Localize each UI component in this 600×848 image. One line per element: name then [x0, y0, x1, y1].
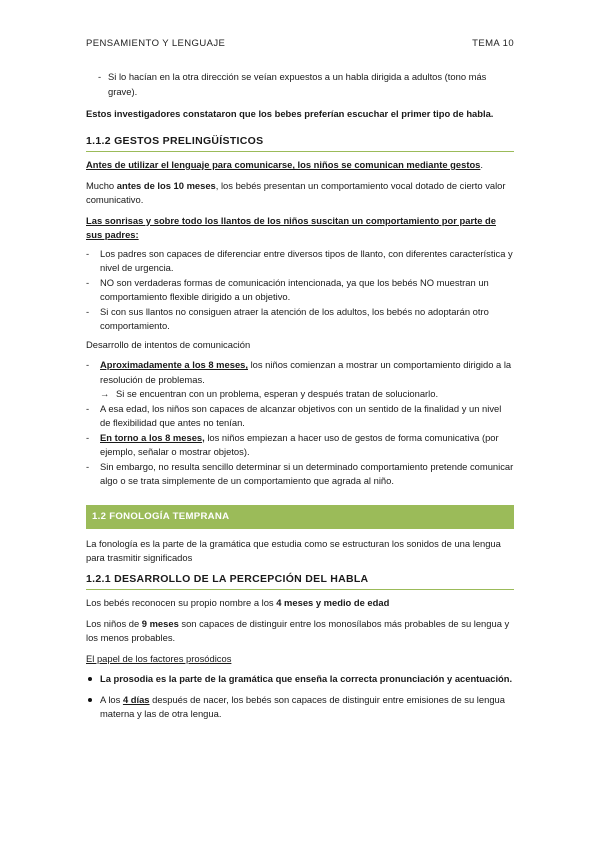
section-title-121: 1.2.1 DESARROLLO DE LA PERCEPCIÓN DEL HABLA	[86, 572, 514, 591]
arrow-subitem: → Si se encuentran con un problema, esperan y después tratan de solucionarlo.	[86, 387, 514, 402]
name-recognition-paragraph: Los bebés reconocen su propio nombre a los 4 meses y medio de edad	[86, 597, 390, 608]
prosodic-title: El papel de los factores prosódicos	[86, 652, 232, 664]
list-item: - NO son verdaderas formas de comunicación intencionada, ya que los bebés NO muestran un comportamiento flexible dirigido a un objetivo.	[86, 276, 514, 305]
list-item: - Los padres son capaces de diferenciar entre diversos tipos de llanto, con diferentes característica y nivel de urgencia.	[86, 247, 514, 276]
page-content	[86, 70, 514, 722]
smiles-paragraph: Las sonrisas y sobre todo los llantos de los niños suscitan un comportamiento por parte de sus padres:	[86, 214, 496, 240]
header-topic: TEMA 10	[472, 38, 514, 49]
prosody-list	[86, 672, 514, 687]
researchers-note: Estos investigadores constataron que los bebes preferían escuchar el primer tipo de habla.	[86, 108, 494, 119]
list-item: La prosodia es la parte de la gramática que enseña la correcta pronunciación y acentuación.	[86, 672, 514, 687]
list-item: - Aproximadamente a los 8 meses, los niños comienzan a mostrar un comportamiento dirigido a la resolución de problemas.	[86, 358, 514, 387]
vocal-paragraph: Mucho antes de los 10 meses, los bebés presentan un comportamiento vocal dotado de cierto valor comunicativo.	[86, 179, 506, 205]
arrow-right-icon: →	[100, 388, 110, 399]
list-item: - Si lo hacían en la otra dirección se veían expuestos a un habla dirigida a adultos (tono más grave).	[86, 70, 514, 99]
development-list	[86, 358, 514, 387]
prosody-list-2	[86, 693, 514, 722]
development-title: Desarrollo de intentos de comunicación	[86, 338, 251, 350]
section-title-112: 1.1.2 GESTOS PRELINGÜÍSTICOS	[86, 134, 514, 153]
list-item: - A esa edad, los niños son capaces de alcanzar objetivos con un sentido de la finalidad y un nivel de flexibilidad que antes no tenían.	[86, 402, 514, 431]
intro-list	[86, 70, 514, 99]
development-list-cont	[86, 402, 514, 489]
gestures-lead: Antes de utilizar el lenguaje para comunicarse, los niños se comunican mediante gestos.	[86, 159, 483, 170]
list-item: A los 4 días después de nacer, los bebés son capaces de distinguir entre emisiones de su lengua materna y las de otra lengua.	[86, 693, 514, 722]
list-item: - Si con sus llantos no consiguen atraer la atención de los adultos, los bebés no adoptarán otro comportamiento.	[86, 305, 514, 334]
list-item: - En torno a los 8 meses, los niños empiezan a hacer uso de gestos de forma comunicativa (por ejemplo, señalar o mostrar objetos).	[86, 431, 514, 460]
parents-list	[86, 247, 514, 334]
list-item: - Sin embargo, no resulta sencillo determinar si un determinado comportamiento pretende comunicar algo o se trata simplemente de un comportamiento que agrada al niño.	[86, 460, 514, 489]
section-band-12: 1.2 FONOLOGÍA TEMPRANA	[86, 505, 514, 529]
monosyllable-paragraph: Los niños de 9 meses son capaces de distinguir entre los monosílabos más probables de su lengua y los menos probables.	[86, 617, 510, 643]
header-subject: PENSAMIENTO Y LENGUAJE	[86, 38, 226, 49]
phonology-paragraph: La fonología es la parte de la gramática que estudia como se estructuran los sonidos de una lengua para trasmitir significados	[86, 537, 501, 563]
